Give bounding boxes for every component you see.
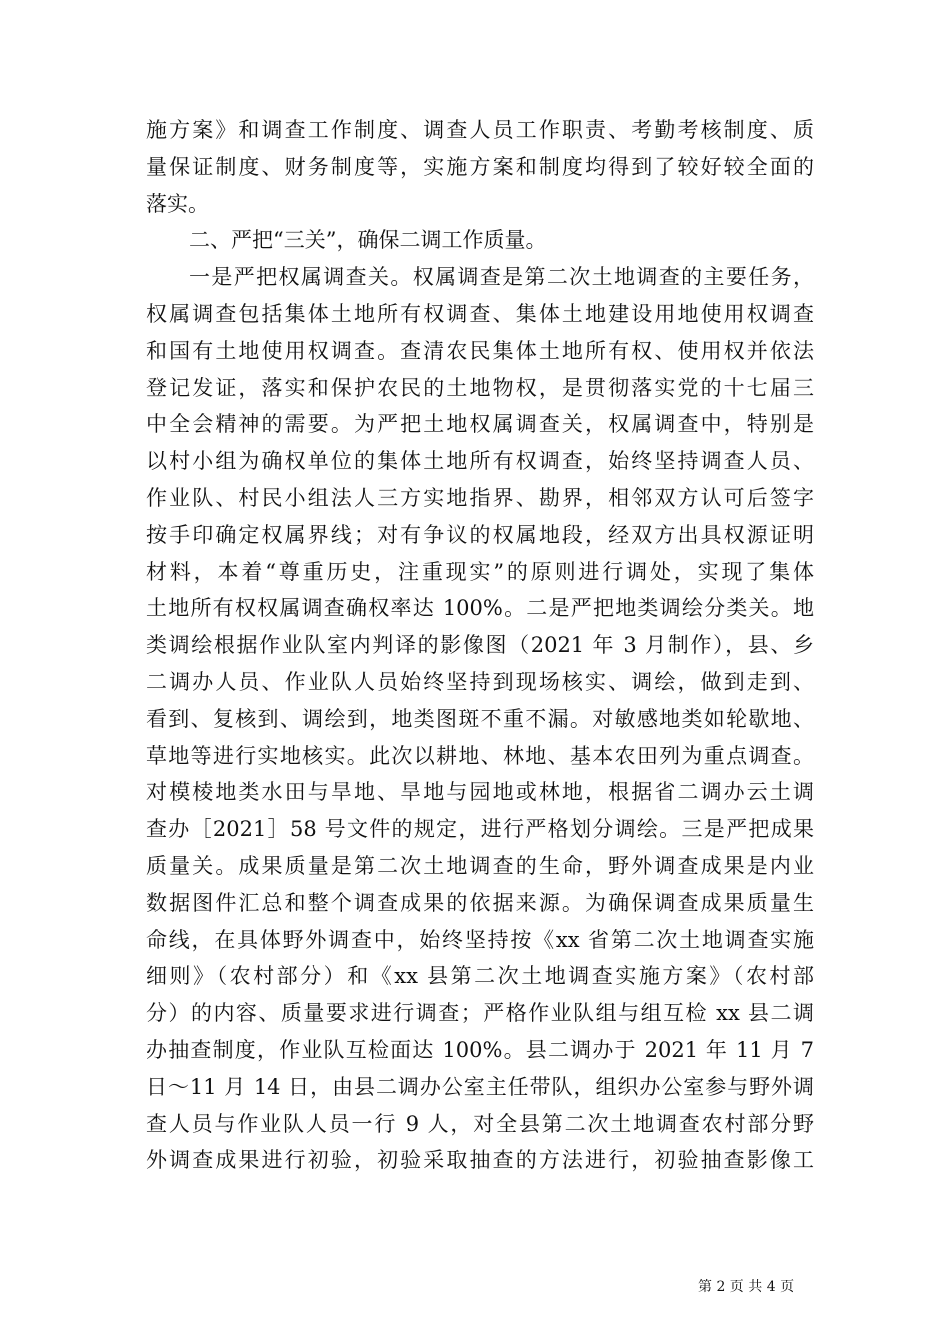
paragraph-line: 质量关。成果质量是第二次土地调查的生命，野外调查成果是内业: [146, 853, 814, 878]
paragraph-line: 材料，本着“尊重历史，注重现实”的原则进行调处，实现了集体: [146, 559, 814, 584]
paragraph-line: 权属调查包括集体土地所有权调查、集体土地建设用地使用权调查: [146, 301, 814, 326]
paragraph-line: 数据图件汇总和整个调查成果的依据来源。为确保调查成果质量生: [146, 890, 814, 915]
paragraph-line: 办抽查制度，作业队互检面达 100%。县二调办于 2021 年 11 月 7: [146, 1037, 814, 1062]
paragraph-line: 对模棱地类水田与旱地、旱地与园地或林地，根据省二调办云土调: [146, 780, 814, 805]
paragraph-line: 分）的内容、质量要求进行调查；严格作业队组与组互检 xx 县二调: [146, 1001, 814, 1026]
paragraph-line: 土地所有权权属调查确权率达 100%。二是严把地类调绘分类关。地: [146, 596, 814, 621]
paragraph-line: 落实。: [146, 191, 209, 216]
paragraph-line: 中全会精神的需要。为严把土地权属调查关，权属调查中，特别是: [146, 412, 814, 437]
paragraph-line: 外调查成果进行初验，初验采取抽查的方法进行，初验抽查影像工: [146, 1148, 814, 1173]
paragraph-line: 登记发证，落实和保护农民的土地物权，是贯彻落实党的十七届三: [146, 375, 814, 400]
paragraph-line: 类调绘根据作业队室内判译的影像图（2021 年 3 月制作），县、乡: [146, 633, 814, 658]
section-heading: 二、严把“三关”，确保二调工作质量。: [189, 228, 547, 253]
paragraph-line: 按手印确定权属界线；对有争议的权属地段，经双方出具权源证明: [146, 522, 814, 547]
paragraph-line: 查人员与作业队人员一行 9 人，对全县第二次土地调查农村部分野: [146, 1111, 814, 1136]
paragraph-line: 施方案》和调查工作制度、调查人员工作职责、考勤考核制度、质: [146, 118, 814, 142]
paragraph-line: 查办［2021］58 号文件的规定，进行严格划分调绘。三是严把成果: [146, 817, 814, 842]
paragraph-line: 看到、复核到、调绘到，地类图斑不重不漏。对敏感地类如轮歇地、: [146, 706, 814, 731]
paragraph-line: 以村小组为确权单位的集体土地所有权调查，始终坚持调查人员、: [146, 449, 814, 474]
paragraph-line: 草地等进行实地核实。此次以耕地、林地、基本农田列为重点调查。: [146, 743, 814, 768]
page-number: 第 2 页 共 4 页: [698, 1279, 795, 1295]
paragraph-line: 二调办人员、作业队人员始终坚持到现场核实、调绘，做到走到、: [146, 669, 814, 694]
paragraph-line: 一是严把权属调查关。权属调查是第二次土地调查的主要任务，: [189, 265, 814, 290]
paragraph-line: 命线，在具体野外调查中，始终坚持按《xx 省第二次土地调查实施: [146, 927, 814, 952]
paragraph-line: 和国有土地使用权调查。查清农民集体土地所有权、使用权并依法: [146, 338, 814, 363]
paragraph-line: 细则》（农村部分）和《xx 县第二次土地调查实施方案》（农村部: [146, 964, 814, 989]
paragraph-line: 日～11 月 14 日，由县二调办公室主任带队，组织办公室参与野外调: [146, 1074, 814, 1099]
paragraph-line: 作业队、村民小组法人三方实地指界、勘界，相邻双方认可后签字: [146, 485, 814, 510]
document-body: [146, 112, 814, 1179]
paragraph-line: 量保证制度、财务制度等，实施方案和制度均得到了较好较全面的: [146, 154, 814, 179]
